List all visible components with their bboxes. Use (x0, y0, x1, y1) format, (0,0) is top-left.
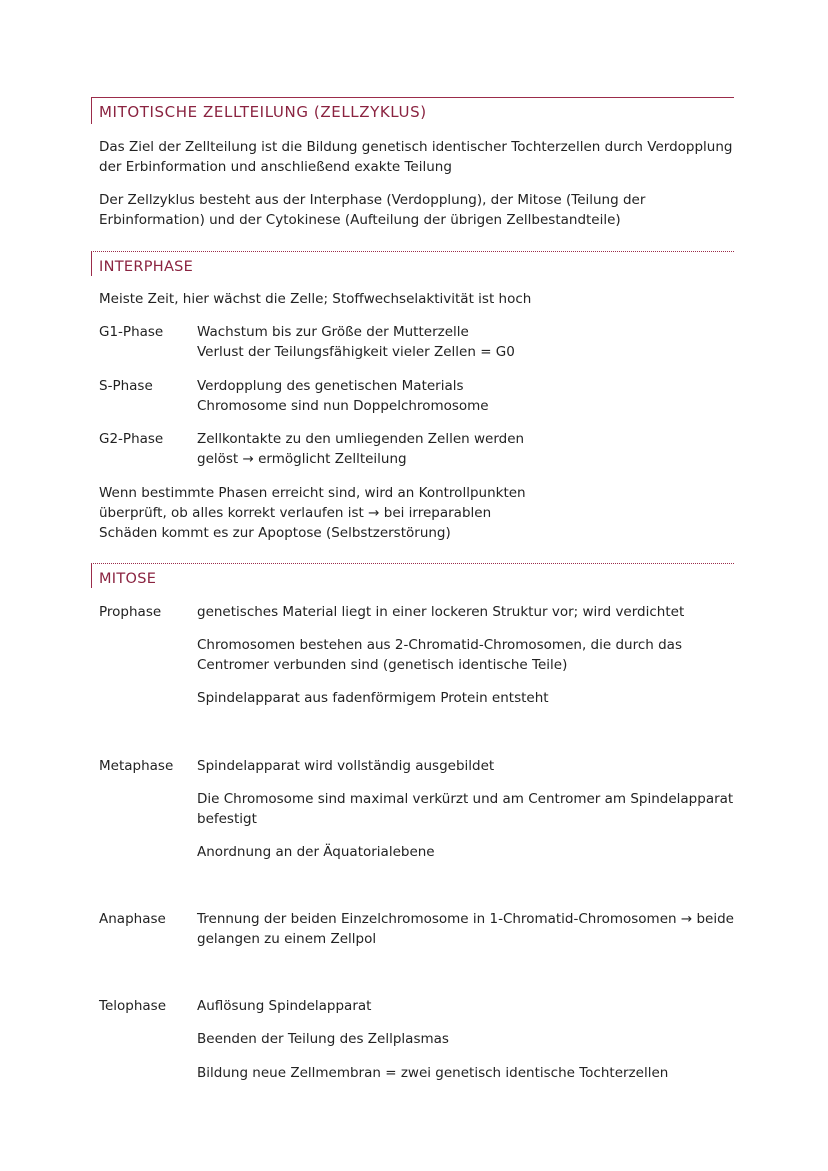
phase-item: genetisches Material liegt in einer lockeren Struktur vor; wird verdichtet (197, 604, 685, 620)
phase-item: Trennung der beiden Einzelchromosome in 1-Chromatid-Chromosomen → beide gelangen zu einem Zellpol (197, 911, 734, 947)
page-title: MITOTISCHE ZELLTEILUNG (ZELLZYKLUS) (99, 103, 427, 121)
phase-desc-line: gelöst → ermöglicht Zellteilung (197, 451, 407, 467)
phase-item: Auflösung Spindelapparat (197, 998, 372, 1014)
phase-desc-g2 (197, 429, 737, 469)
phase-item: Spindelapparat aus fadenförmigem Protein entsteht (197, 690, 549, 706)
intro-paragraph-1: Das Ziel der Zellteilung ist die Bildung genetisch identischer Tochterzellen durch Verdopplung der Erbinformation und anschließend exakte Teilung (99, 139, 733, 175)
section-heading-mitose: MITOSE (99, 571, 157, 587)
phase-item: Anordnung an der Äquatorialebene (197, 844, 435, 860)
phase-name-metaphase: Metaphase (99, 758, 174, 774)
phase-item: Chromosomen bestehen aus 2-Chromatid-Chromosomen, die durch das Centromer verbunden sind (genetisch identische Teile) (197, 637, 682, 673)
section-interphase (91, 251, 734, 276)
phase-desc-s (197, 376, 737, 416)
phase-desc-line: Verdopplung des genetischen Materials (197, 378, 464, 394)
intro-paragraph-2: Der Zellzyklus besteht aus der Interphase (Verdopplung), der Mitose (Teilung der Erbinformation) und der Cytokinese (Aufteilung der übrigen Zellbestandteile) (99, 192, 646, 228)
phase-item: Spindelapparat wird vollständig ausgebildet (197, 758, 495, 774)
interphase-intro: Meiste Zeit, hier wächst die Zelle; Stoffwechselaktivität ist hoch (99, 291, 532, 307)
phase-item: Bildung neue Zellmembran = zwei genetisch identische Tochterzellen (197, 1065, 669, 1081)
phase-item: Beenden der Teilung des Zellplasmas (197, 1031, 449, 1047)
phase-desc-line: Chromosome sind nun Doppelchromosome (197, 398, 489, 414)
phase-desc-line: Zellkontakte zu den umliegenden Zellen werden (197, 431, 525, 447)
note-line: Schäden kommt es zur Apoptose (Selbstzerstörung) (99, 525, 451, 541)
phase-desc-line: Verlust der Teilungsfähigkeit vieler Zellen = G0 (197, 344, 515, 360)
phase-item: Die Chromosome sind maximal verkürzt und am Centromer am Spindelapparat befestigt (197, 791, 734, 827)
section-heading-interphase: INTERPHASE (99, 259, 194, 275)
section-mitose (91, 563, 734, 588)
note-line: Wenn bestimmte Phasen erreicht sind, wird an Kontrollpunkten (99, 485, 526, 501)
title-bar (91, 97, 734, 124)
phase-name-g2: G2-Phase (99, 431, 164, 447)
phase-name-telophase: Telophase (99, 998, 167, 1014)
phase-name-anaphase: Anaphase (99, 911, 166, 927)
note-line: überprüft, ob alles korrekt verlaufen ist → bei irreparablen (99, 505, 492, 521)
phase-name-g1: G1-Phase (99, 324, 164, 340)
phase-desc-line: Wachstum bis zur Größe der Mutterzelle (197, 324, 469, 340)
checkpoint-note (99, 483, 739, 543)
phase-desc-g1 (197, 322, 737, 362)
phase-name-prophase: Prophase (99, 604, 162, 620)
phase-name-s: S-Phase (99, 378, 153, 394)
